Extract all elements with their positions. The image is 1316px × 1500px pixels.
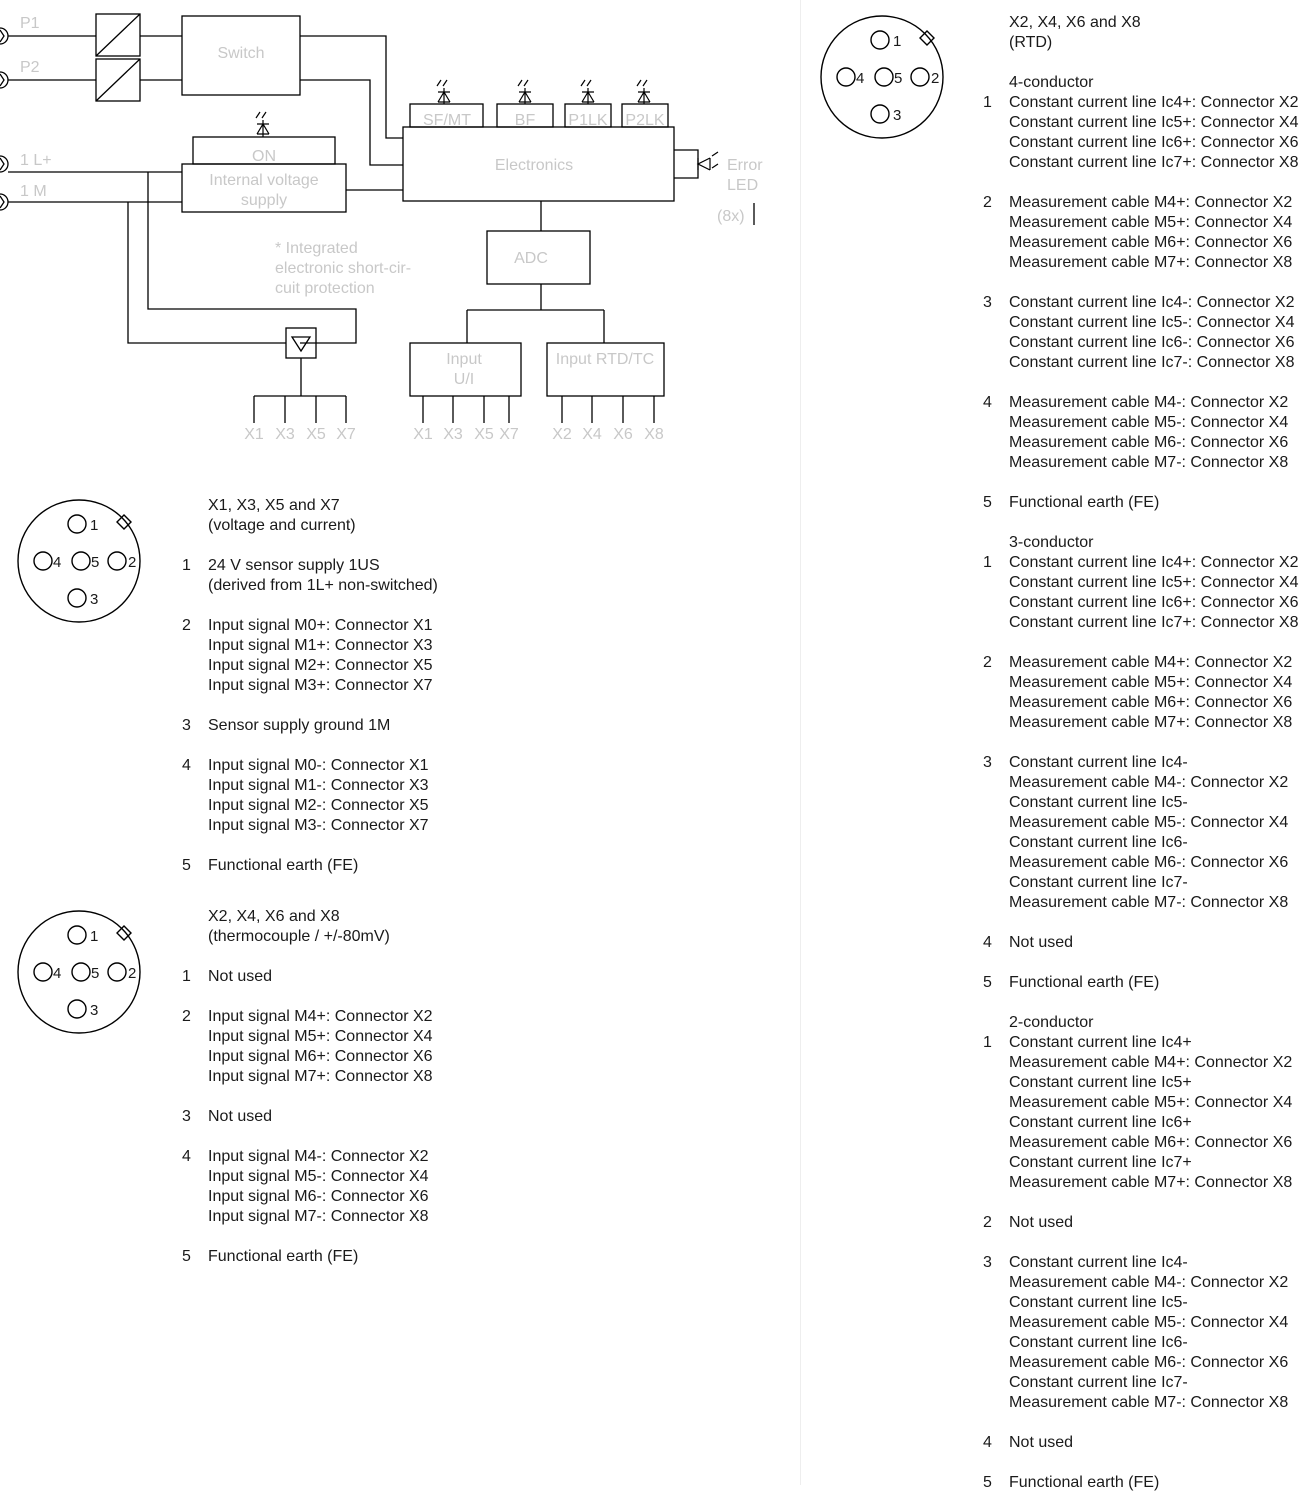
svg-text:3: 3 xyxy=(90,1002,99,1019)
pin-description-line: Not used xyxy=(1009,1214,1074,1231)
pin-description-line: Sensor supply ground 1M xyxy=(208,717,391,734)
pin-description-line: Measurement cable M6+: Connector X6 xyxy=(1009,234,1293,251)
electronics-label: Electronics xyxy=(494,157,574,174)
led-label: P1LK xyxy=(568,112,608,129)
pin-description-line: Input signal M1-: Connector X3 xyxy=(208,777,429,794)
input-ui-label: Input xyxy=(446,351,482,368)
pin-number: 1 xyxy=(983,1034,992,1051)
connector-label: X8 xyxy=(644,426,664,443)
pin-description-line: Functional earth (FE) xyxy=(1009,494,1160,511)
pin-description-line: (derived from 1L+ non-switched) xyxy=(208,577,438,594)
pin-description-line: Measurement cable M6+: Connector X6 xyxy=(1009,1134,1293,1151)
svg-text:4: 4 xyxy=(53,965,62,982)
pin-description-line: Constant current line Ic5- xyxy=(1009,794,1188,811)
pin-description-line: Input signal M5+: Connector X4 xyxy=(208,1028,433,1045)
pin-description xyxy=(1009,93,1299,173)
pin-description xyxy=(1009,1213,1073,1233)
legend-title-line: (thermocouple / +/-80mV) xyxy=(208,928,390,945)
svg-text:5: 5 xyxy=(91,554,100,571)
section-heading: 3-conductor xyxy=(1009,534,1094,551)
pin-description-line: Measurement cable M4+: Connector X2 xyxy=(1009,654,1293,671)
pin-description-line: Measurement cable M7+: Connector X8 xyxy=(1009,254,1293,271)
pin-number: 2 xyxy=(983,654,992,671)
pin-description-line: Not used xyxy=(1009,934,1074,951)
pin-description-line: Constant current line Ic4- xyxy=(1009,1254,1188,1271)
pin-number: 5 xyxy=(182,857,191,874)
pin-description-line: Constant current line Ic6+: Connector X6 xyxy=(1009,594,1299,611)
error-led-count: (8x) xyxy=(717,208,745,225)
svg-text:1: 1 xyxy=(90,928,99,945)
pin-description-line: Measurement cable M6-: Connector X6 xyxy=(1009,854,1289,871)
pin-description-line: Constant current line Ic7-: Connector X8 xyxy=(1009,354,1295,371)
pin-description-line: Measurement cable M7+: Connector X8 xyxy=(1009,714,1293,731)
note-text: * Integrated xyxy=(275,240,358,257)
pin-row xyxy=(983,1033,1299,1193)
pin-description xyxy=(208,716,390,736)
pin-number: 4 xyxy=(983,394,992,411)
pin-description-line: Constant current line Ic5+: Connector X4 xyxy=(1009,574,1299,591)
pin-description-line: Functional earth (FE) xyxy=(208,1248,359,1265)
svg-text:5: 5 xyxy=(91,965,100,982)
pin-number: 5 xyxy=(983,1474,992,1491)
pin-row xyxy=(983,493,1299,513)
connector-label: X3 xyxy=(443,426,463,443)
pin-description-line: Measurement cable M5+: Connector X4 xyxy=(1009,1094,1293,1111)
pin-row xyxy=(182,1247,433,1267)
pin-number: 2 xyxy=(182,1008,191,1025)
pin-row xyxy=(182,756,438,836)
pin-number: 1 xyxy=(983,554,992,571)
pin-description xyxy=(208,967,272,987)
supply-label: 1 L+ xyxy=(20,152,52,169)
pin-row xyxy=(983,1213,1299,1233)
svg-text:3: 3 xyxy=(893,107,902,124)
fuse-triangle-icon xyxy=(292,337,310,351)
pin-row xyxy=(983,293,1299,373)
pin-description xyxy=(208,1007,433,1087)
connector-label: X7 xyxy=(336,426,356,443)
pin-description-line: Constant current line Ic5- xyxy=(1009,1294,1188,1311)
pin-description-line: Measurement cable M5-: Connector X4 xyxy=(1009,1314,1289,1331)
pin-description-line: Measurement cable M6+: Connector X6 xyxy=(1009,694,1293,711)
pin-row xyxy=(182,1107,433,1127)
pin-number: 2 xyxy=(983,194,992,211)
pin-row xyxy=(182,1147,433,1227)
led-icon xyxy=(256,112,269,137)
pin-row xyxy=(983,973,1299,993)
led-icon xyxy=(518,80,531,104)
pin-number: 1 xyxy=(182,557,191,574)
pin-number: 4 xyxy=(182,757,191,774)
pin-row xyxy=(182,856,438,876)
pin-description-line: Measurement cable M4-: Connector X2 xyxy=(1009,394,1289,411)
pin-description-line: Constant current line Ic6-: Connector X6 xyxy=(1009,334,1295,351)
pin-description-line: Constant current line Ic6- xyxy=(1009,834,1188,851)
note-text: cuit protection xyxy=(275,280,375,297)
pin-description-line: Measurement cable M6-: Connector X6 xyxy=(1009,434,1289,451)
pin-number: 3 xyxy=(983,754,992,771)
pin-description-line: Constant current line Ic7+ xyxy=(1009,1154,1192,1171)
pin-description-line: Measurement cable M4-: Connector X2 xyxy=(1009,774,1289,791)
pin-row xyxy=(983,933,1299,953)
pin-description xyxy=(208,756,429,836)
pin-description-line: Constant current line Ic6+ xyxy=(1009,1114,1192,1131)
led-icon xyxy=(581,80,594,104)
error-led-label: Error xyxy=(727,157,763,174)
pin-description xyxy=(1009,973,1159,993)
pin-row xyxy=(983,553,1299,633)
legend-section xyxy=(983,73,1299,513)
legend-title-line: X2, X4, X6 and X8 xyxy=(1009,14,1141,31)
pin-description-line: 24 V sensor supply 1US xyxy=(208,557,380,574)
pin-description-line: Not used xyxy=(1009,1434,1074,1451)
pin-description-line: Input signal M7+: Connector X8 xyxy=(208,1068,433,1085)
pin-description-line: Measurement cable M7-: Connector X8 xyxy=(1009,1394,1289,1411)
pin-description-line: Constant current line Ic6+: Connector X6 xyxy=(1009,134,1299,151)
legend-title xyxy=(208,907,433,947)
error-led-icon xyxy=(698,152,718,170)
pin-number: 5 xyxy=(983,494,992,511)
supply-label: 1 M xyxy=(20,183,47,200)
pin-number: 1 xyxy=(182,968,191,985)
connector-label: X4 xyxy=(582,426,602,443)
pin-description-line: Constant current line Ic4- xyxy=(1009,754,1188,771)
pin-description xyxy=(1009,393,1288,473)
pin-description-line: Measurement cable M5-: Connector X4 xyxy=(1009,414,1289,431)
pin-description-line: Functional earth (FE) xyxy=(208,857,359,874)
pin-row xyxy=(983,193,1299,273)
pin-description xyxy=(208,1247,358,1267)
pin-description xyxy=(208,856,358,876)
switch-label: Switch xyxy=(217,45,265,62)
svg-text:3: 3 xyxy=(90,591,99,608)
pin-description-line: Input signal M0-: Connector X1 xyxy=(208,757,429,774)
pin-row xyxy=(983,393,1299,473)
svg-text:4: 4 xyxy=(856,70,865,87)
pin-number: 3 xyxy=(182,1108,191,1125)
connector-label: X6 xyxy=(613,426,633,443)
pin-row xyxy=(182,1007,433,1087)
pin-description-line: Measurement cable M5-: Connector X4 xyxy=(1009,814,1289,831)
pin-description-line: Input signal M6+: Connector X6 xyxy=(208,1048,433,1065)
pin-description-line: Input signal M7-: Connector X8 xyxy=(208,1208,429,1225)
pin-description-line: Input signal M1+: Connector X3 xyxy=(208,637,433,654)
pin-description-line: Constant current line Ic6- xyxy=(1009,1334,1188,1351)
pin-description-line: Measurement cable M4+: Connector X2 xyxy=(1009,194,1293,211)
pin-row xyxy=(983,1473,1299,1493)
legend-title xyxy=(208,496,438,536)
led-label: P2LK xyxy=(625,112,665,129)
pin-description-line: Input signal M0+: Connector X1 xyxy=(208,617,433,634)
pin-description xyxy=(1009,1253,1288,1413)
pin-row xyxy=(182,967,433,987)
pin-number: 4 xyxy=(983,1434,992,1451)
pin-description-line: Input signal M4-: Connector X2 xyxy=(208,1148,429,1165)
input-ui-label: U/I xyxy=(453,371,475,388)
socket-icon xyxy=(817,15,947,145)
pin-row xyxy=(182,556,438,596)
pin-description-line: Input signal M6-: Connector X6 xyxy=(208,1188,429,1205)
pin-row xyxy=(983,753,1299,913)
on-label: ON xyxy=(252,148,276,165)
connector-label: X5 xyxy=(474,426,494,443)
pin-number: 1 xyxy=(983,94,992,111)
pin-description xyxy=(1009,553,1299,633)
pin-description xyxy=(1009,933,1073,953)
svg-text:2: 2 xyxy=(128,965,137,982)
pin-description xyxy=(1009,193,1292,273)
pin-row xyxy=(983,93,1299,173)
error-led-label: LED xyxy=(727,177,759,194)
pin-legend-rtd xyxy=(983,13,1299,1493)
pin-row xyxy=(182,616,438,696)
led-icon xyxy=(437,80,450,104)
socket-icon xyxy=(14,910,144,1040)
pin-number: 2 xyxy=(182,617,191,634)
port-label: P1 xyxy=(20,15,40,32)
section-heading: 2-conductor xyxy=(1009,1014,1094,1031)
pin-description-line: Measurement cable M5+: Connector X4 xyxy=(1009,214,1293,231)
pin-description-line: Input signal M2-: Connector X5 xyxy=(208,797,429,814)
connector-label: X1 xyxy=(244,426,264,443)
pin-description-line: Constant current line Ic5-: Connector X4 xyxy=(1009,314,1295,331)
adc-label: ADC xyxy=(514,250,548,267)
pin-description xyxy=(208,556,438,596)
svg-text:5: 5 xyxy=(894,70,903,87)
pin-number: 5 xyxy=(983,974,992,991)
legend-title-line: (voltage and current) xyxy=(208,517,356,534)
pin-description xyxy=(208,1147,429,1227)
pin-description-line: Measurement cable M7-: Connector X8 xyxy=(1009,454,1289,471)
connector-label: X5 xyxy=(306,426,326,443)
pin-description-line: Constant current line Ic5+ xyxy=(1009,1074,1192,1091)
connector-label: X1 xyxy=(413,426,433,443)
pin-description-line: Constant current line Ic7- xyxy=(1009,1374,1188,1391)
pin-number: 3 xyxy=(983,1254,992,1271)
pin-row xyxy=(182,716,438,736)
legend-title xyxy=(1009,13,1299,53)
pin-description-line: Functional earth (FE) xyxy=(1009,974,1160,991)
socket-icon xyxy=(14,499,144,629)
pin-number: 3 xyxy=(983,294,992,311)
pin-number: 5 xyxy=(182,1248,191,1265)
pin-description xyxy=(1009,1033,1292,1193)
legend-title-line: X2, X4, X6 and X8 xyxy=(208,908,340,925)
pin-description xyxy=(1009,493,1159,513)
pin-description-line: Constant current line Ic7+: Connector X8 xyxy=(1009,154,1299,171)
pin-description-line: Input signal M2+: Connector X5 xyxy=(208,657,433,674)
pin-number: 4 xyxy=(182,1148,191,1165)
column-separator xyxy=(800,0,801,1485)
svg-text:1: 1 xyxy=(90,517,99,534)
block-diagram xyxy=(0,0,800,460)
led-label: BF xyxy=(514,112,536,129)
pin-description-line: Input signal M5-: Connector X4 xyxy=(208,1168,429,1185)
pin-number: 4 xyxy=(983,934,992,951)
pin-description-line: Constant current line Ic4+: Connector X2 xyxy=(1009,94,1299,111)
pin-description xyxy=(1009,1473,1159,1493)
legend-section xyxy=(983,533,1299,993)
pin-description xyxy=(1009,1433,1073,1453)
pin-legend-thermocouple xyxy=(182,907,433,1267)
pin-number: 2 xyxy=(983,1214,992,1231)
connector-label: X3 xyxy=(275,426,295,443)
legend-title-line: (RTD) xyxy=(1009,34,1053,51)
note-text: electronic short-cir- xyxy=(275,260,412,277)
internal-supply-label: supply xyxy=(240,192,288,209)
pin-description-line: Constant current line Ic4-: Connector X2 xyxy=(1009,294,1295,311)
pin-description-line: Measurement cable M6-: Connector X6 xyxy=(1009,1354,1289,1371)
pin-description-line: Measurement cable M7+: Connector X8 xyxy=(1009,1174,1293,1191)
pin-description-line: Constant current line Ic4+ xyxy=(1009,1034,1192,1051)
port-label: P2 xyxy=(20,59,40,76)
pin-description xyxy=(1009,753,1288,913)
pin-description-line: Measurement cable M7-: Connector X8 xyxy=(1009,894,1289,911)
pin-description-line: Constant current line Ic7+: Connector X8 xyxy=(1009,614,1299,631)
internal-supply-label: Internal voltage xyxy=(209,172,319,189)
led-icon xyxy=(637,80,650,104)
section-heading: 4-conductor xyxy=(1009,74,1094,91)
pin-row xyxy=(983,1253,1299,1413)
connector-label: X2 xyxy=(552,426,572,443)
pin-description-line: Not used xyxy=(208,1108,273,1125)
svg-text:4: 4 xyxy=(53,554,62,571)
legend-title-line: X1, X3, X5 and X7 xyxy=(208,497,340,514)
pin-description-line: Input signal M4+: Connector X2 xyxy=(208,1008,433,1025)
pin-description-line: Not used xyxy=(208,968,273,985)
pin-description xyxy=(208,616,433,696)
pin-description-line: Input signal M3-: Connector X7 xyxy=(208,817,429,834)
pin-row xyxy=(983,1433,1299,1453)
pin-description-line: Input signal M3+: Connector X7 xyxy=(208,677,433,694)
pin-number: 3 xyxy=(182,717,191,734)
pin-description-line: Measurement cable M4-: Connector X2 xyxy=(1009,1274,1289,1291)
svg-text:1: 1 xyxy=(893,33,902,50)
pin-legend-voltage-current xyxy=(182,496,438,876)
pin-description-line: Functional earth (FE) xyxy=(1009,1474,1160,1491)
pin-description xyxy=(208,1107,272,1127)
pin-description-line: Constant current line Ic5+: Connector X4 xyxy=(1009,114,1299,131)
svg-text:2: 2 xyxy=(931,70,940,87)
led-label: SF/MT xyxy=(423,112,471,129)
connector-label: X7 xyxy=(499,426,519,443)
legend-section xyxy=(983,1013,1299,1493)
pin-description-line: Measurement cable M4+: Connector X2 xyxy=(1009,1054,1293,1071)
pin-description-line: Constant current line Ic7- xyxy=(1009,874,1188,891)
input-rtd-label: Input RTD/TC xyxy=(555,351,655,368)
pin-description-line: Constant current line Ic4+: Connector X2 xyxy=(1009,554,1299,571)
pin-description-line: Measurement cable M5+: Connector X4 xyxy=(1009,674,1293,691)
svg-text:2: 2 xyxy=(128,554,137,571)
pin-description xyxy=(1009,293,1294,373)
pin-description xyxy=(1009,653,1292,733)
pin-row xyxy=(983,653,1299,733)
